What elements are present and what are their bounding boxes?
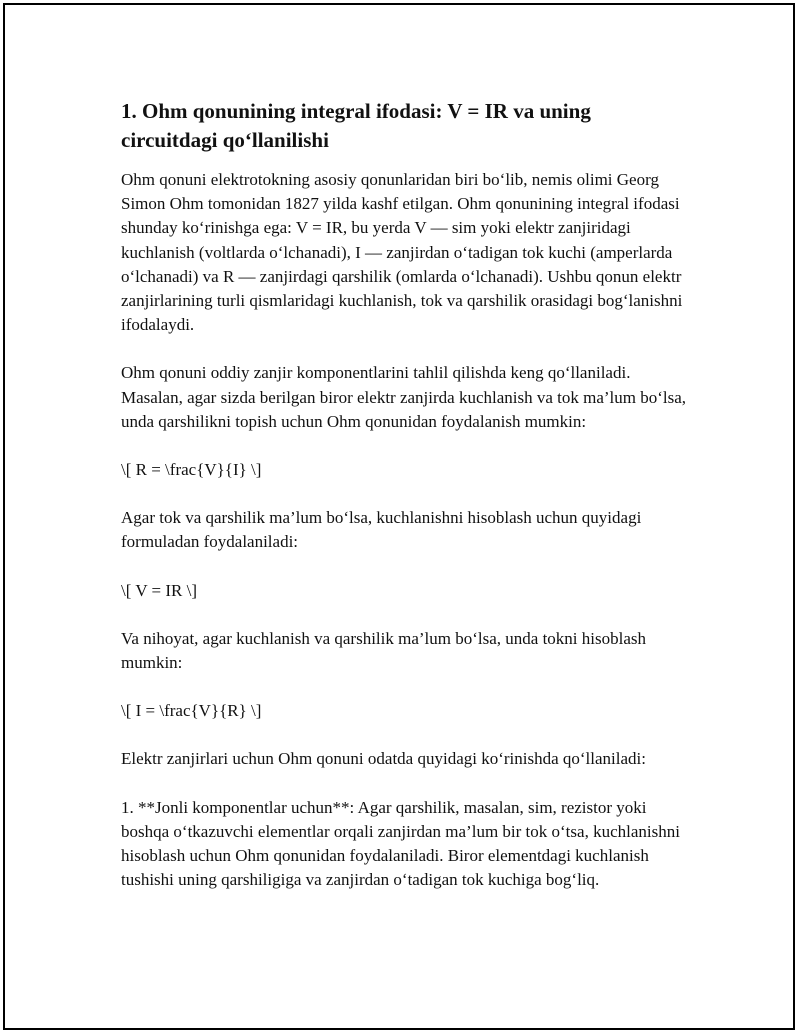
list-item-components: 1. **Jonli komponentlar uchun**: Agar qarshilik, masalan, sim, rezistor yoki boshqa o‘tkazuvchi elementlar orqali zanjirdan ma’lum bir tok o‘tsa, kuchlanishni hisoblash uchun Ohm qonunidan foydalaniladi. Biror elementdagi kuchlanish tushishi uning qarshiligiga va zanjirdan o‘tadigan tok kuchiga bog‘liq.: [121, 797, 680, 890]
document-title: 1. Ohm qonunining integral ifodasi: V = IR va uning circuitdagi qo‘llanilishi: [121, 99, 591, 152]
document-body: [121, 97, 691, 916]
formula-voltage: \[ V = IR \]: [121, 580, 198, 600]
page-frame: [3, 3, 795, 1030]
current-paragraph: Va nihoyat, agar kuchlanish va qarshilik ma’lum bo‘lsa, unda tokni hisoblash mumkin:: [121, 628, 647, 673]
formula-current: \[ I = \frac{V}{R} \]: [121, 701, 262, 721]
usage-paragraph: Ohm qonuni oddiy zanjir komponentlarini tahlil qilishda keng qo‘llaniladi. Masalan, agar sizda berilgan biror elektr zanjirda kuchlanish va tok ma’lum bo‘lsa, unda qarshilikni topish uchun Ohm qonunidan foydalanish mumkin:: [121, 363, 687, 431]
application-paragraph: Elektr zanjirlari uchun Ohm qonuni odatda quyidagi ko‘rinishda qo‘llaniladi:: [121, 749, 646, 769]
voltage-paragraph: Agar tok va qarshilik ma’lum bo‘lsa, kuchlanishni hisoblash uchun quyidagi formuladan foydalaniladi:: [121, 508, 642, 552]
formula-resistance: \[ R = \frac{V}{I} \]: [121, 460, 262, 480]
intro-paragraph: Ohm qonuni elektrotokning asosiy qonunlaridan biri bo‘lib, nemis olimi Georg Simon Ohm tomonidan 1827 yilda kashf etilgan. Ohm qonunining integral ifodasi shunday ko‘rinishga ega: V = IR, bu yerda V — sim yoki elektr zanjiridagi kuchlanish (voltlarda o‘lchanadi), I — zanjirdan o‘tadigan tok kuchi (amperlarda o‘lchanadi) va R — zanjirdagi qarshilik (omlarda o‘lchanadi). Ushbu qonun elektr zanjirlarining turli qismlaridagi kuchlanish, tok va qarshilik orasidagi bog‘lanishni ifodalaydi.: [121, 170, 683, 335]
